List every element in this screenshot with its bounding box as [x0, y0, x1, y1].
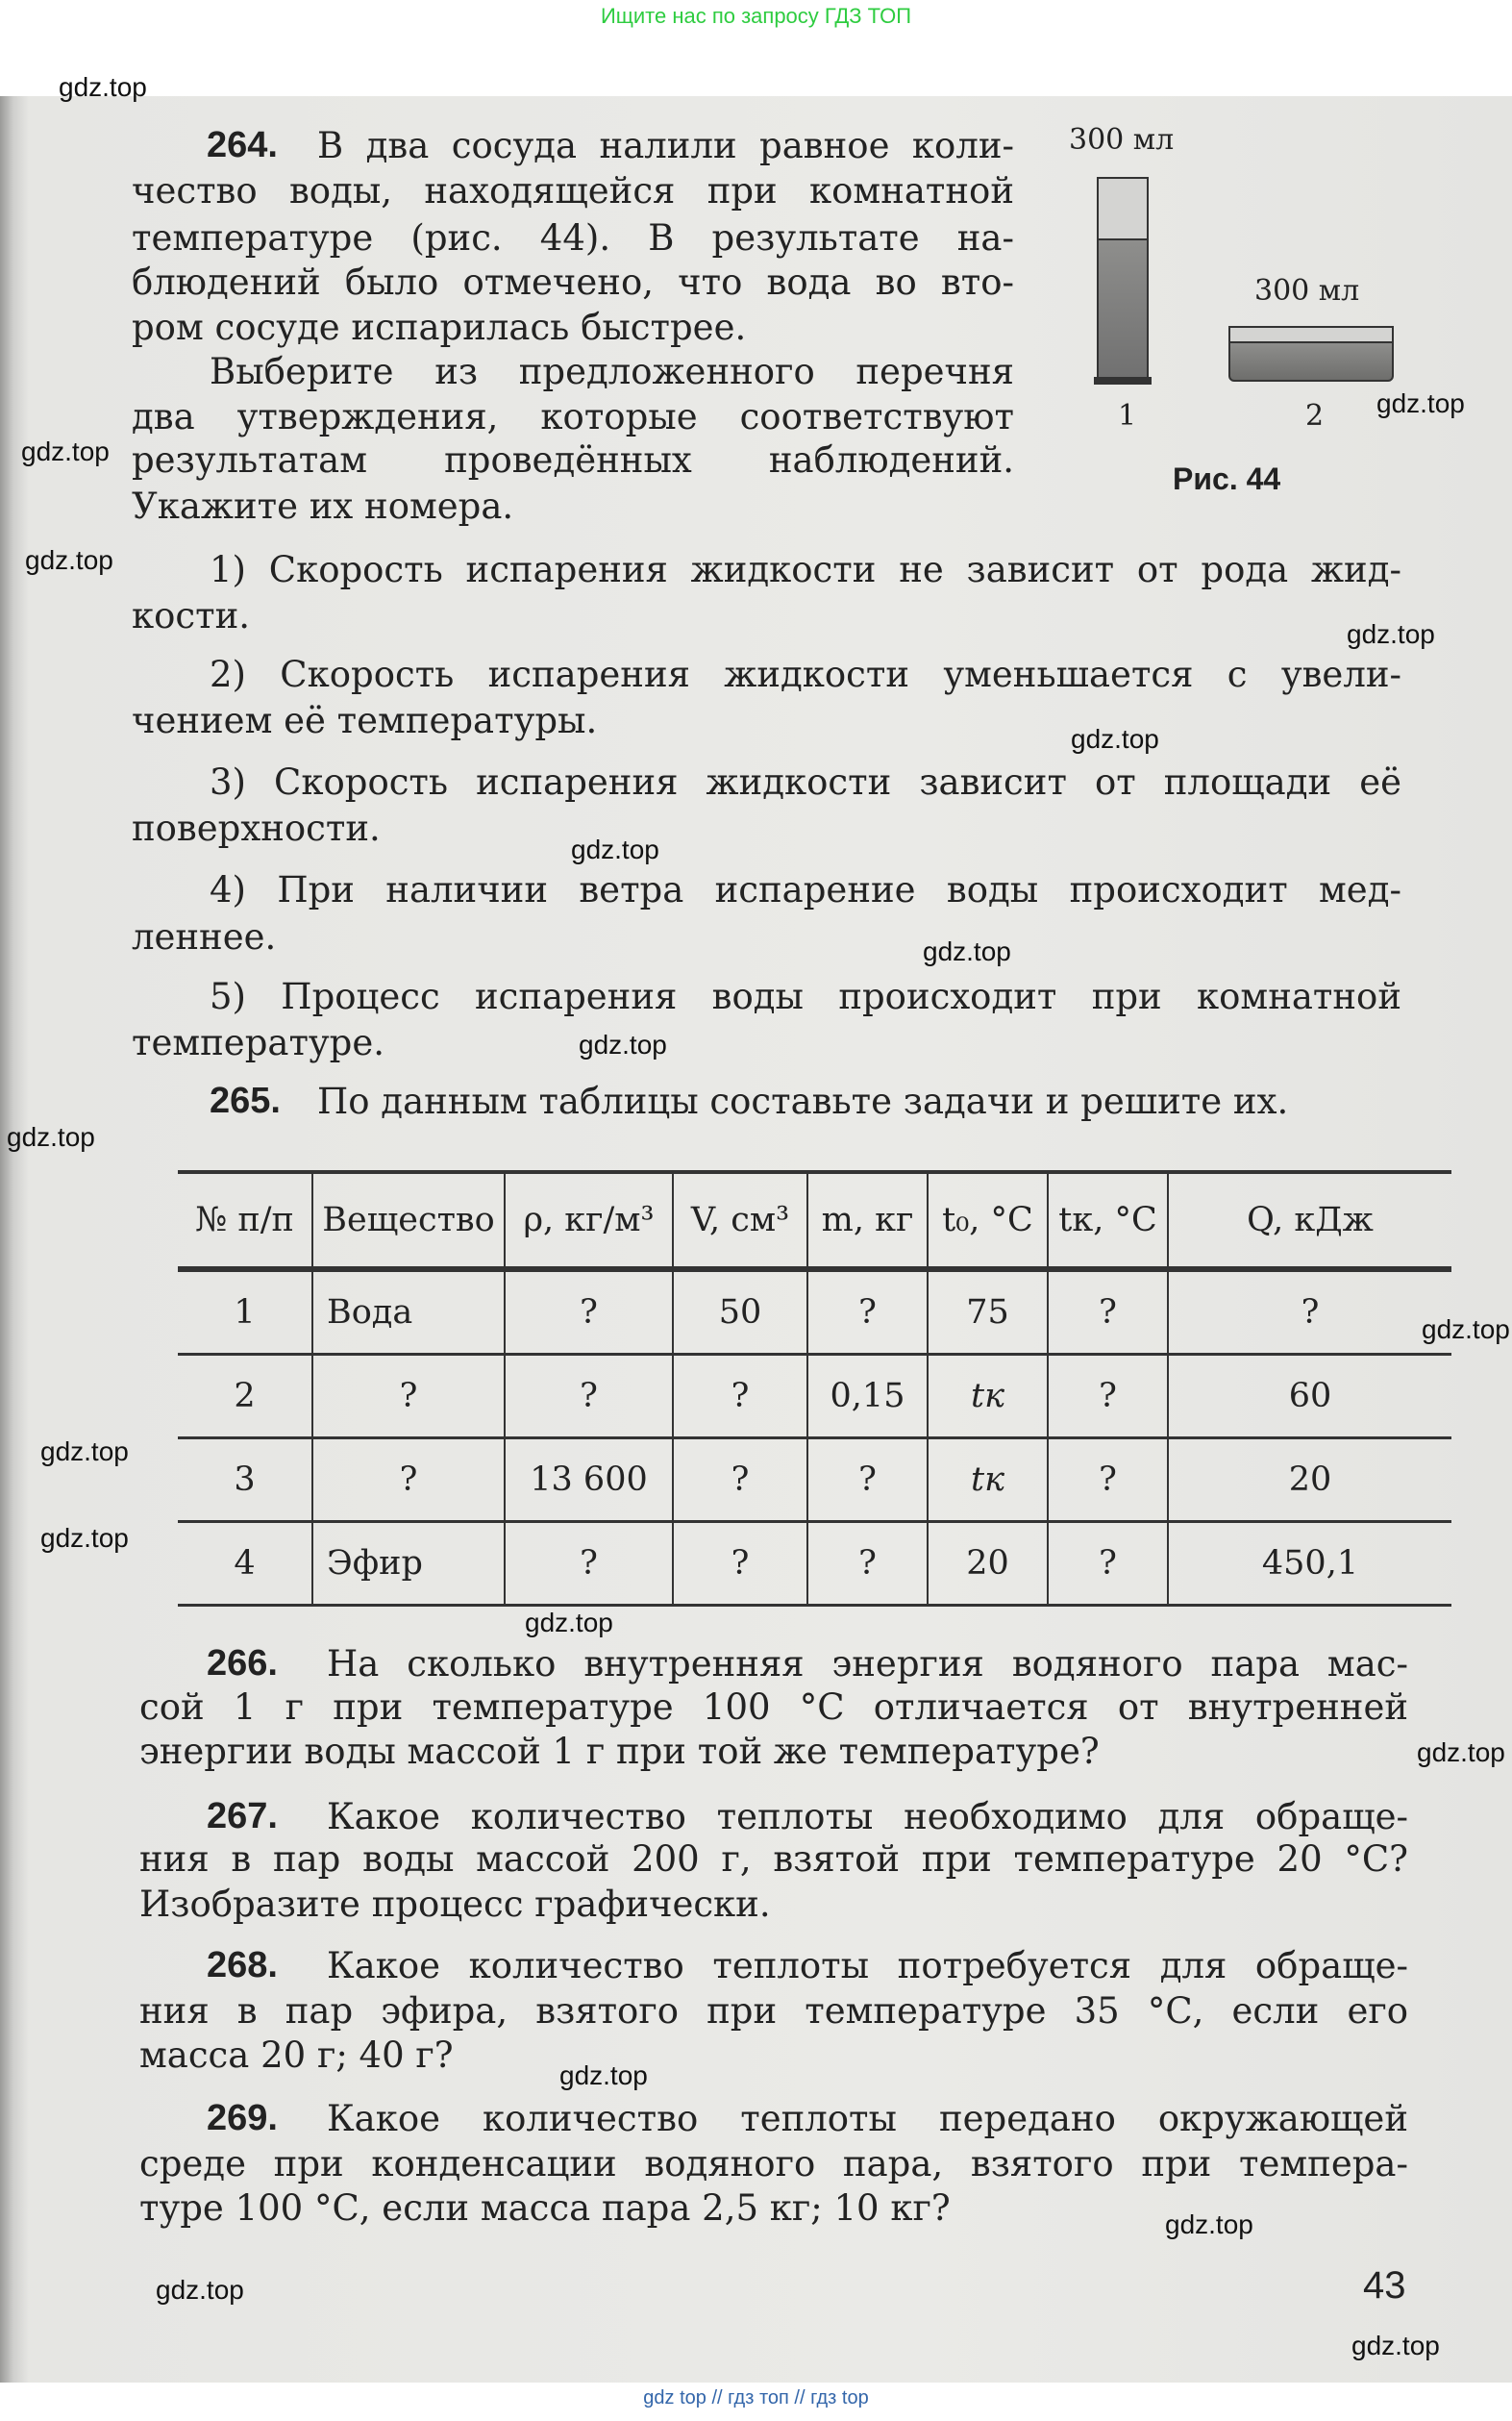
problem-text-line: По данным таблицы составьте задачи и решите их. [317, 1081, 1289, 1122]
problem-text-line: Изобразите процесс графически. [139, 1884, 771, 1925]
table-cell: ? [807, 1438, 928, 1522]
cylinder-base [1094, 377, 1152, 385]
table-cell: Эфир [312, 1522, 505, 1606]
table-cell: ? [1168, 1269, 1451, 1355]
problem-text-line: блюдений было отмечено, что вода во вто- [132, 262, 1014, 303]
problem-number: 266. [207, 1643, 278, 1684]
column-header: tк, °C [1048, 1172, 1168, 1269]
table-cell: ? [1048, 1438, 1168, 1522]
table-cell: 13 600 [505, 1438, 673, 1522]
table-cell: 50 [673, 1269, 807, 1355]
table-row [178, 1269, 1451, 1355]
column-header: m, кг [807, 1172, 928, 1269]
problem-number: 264. [207, 125, 278, 165]
problem-number: 269. [207, 2098, 278, 2138]
table-row [178, 1355, 1451, 1438]
watermark-text: gdz.top [571, 835, 659, 864]
column-header: ρ, кг/м³ [505, 1172, 673, 1269]
watermark-text: gdz.top [156, 2275, 244, 2305]
table-cell: ? [312, 1355, 505, 1438]
column-header: V, см³ [673, 1172, 807, 1269]
top-banner [0, 0, 1512, 96]
watermark-text: gdz.top [1422, 1314, 1510, 1344]
footer-link[interactable]: гдз top [810, 2387, 869, 2409]
table-cell: ? [505, 1269, 673, 1355]
watermark-text: gdz.top [7, 1122, 95, 1152]
table-cell: ? [1048, 1355, 1168, 1438]
table-cell: Вода [312, 1269, 505, 1355]
table-cell: 75 [928, 1269, 1048, 1355]
table-cell: ? [807, 1522, 928, 1606]
task-text-line: Укажите их номера. [132, 486, 514, 527]
column-header: Q, кДж [1168, 1172, 1451, 1269]
figure-caption: Рис. 44 [1173, 462, 1281, 496]
problem-text-line: энергии воды массой 1 г при той же температуре? [139, 1731, 1100, 1772]
table-cell: 60 [1168, 1355, 1451, 1438]
watermark-text: gdz.top [1165, 2209, 1253, 2239]
option-line: 5) Процесс испарения воды происходит при комнатной [210, 976, 1401, 1017]
option-line: 3) Скорость испарения жидкости зависит от площади её [210, 761, 1401, 803]
watermark-text: gdz.top [1351, 2331, 1440, 2360]
table-cell: ? [673, 1355, 807, 1438]
table-cell: ? [505, 1522, 673, 1606]
watermark-text: gdz.top [1347, 619, 1435, 649]
problem-text-line: На сколько внутренняя энергия водяного пара мас- [327, 1643, 1408, 1685]
watermark-text: gdz.top [40, 1523, 129, 1553]
watermark-text: gdz.top [21, 437, 110, 466]
problem-text-line: сой 1 г при температуре 100 °С отличается от внутренней [139, 1686, 1408, 1728]
data-table [178, 1170, 1451, 1607]
problem-number: 268. [207, 1945, 278, 1985]
problem-text-line: ния в пар воды массой 200 г, взятой при температуре 20 °С? [139, 1838, 1408, 1880]
vessel-1-number: 1 [1118, 399, 1137, 433]
option-line: 2) Скорость испарения жидкости уменьшается с увели- [210, 654, 1401, 695]
option-line: леннее. [132, 916, 277, 958]
option-line: чением её температуры. [132, 700, 598, 741]
problem-text-line: ром сосуде испарилась быстрее. [132, 307, 747, 348]
option-line: кости. [132, 595, 251, 636]
vessel-2-number: 2 [1305, 399, 1325, 433]
problem-text-line: температуре (рис. 44). В результате на- [132, 217, 1014, 259]
table-cell: 2 [178, 1355, 312, 1438]
watermark-text: gdz.top [1417, 1737, 1505, 1767]
problem-text-line: чество воды, находящейся при комнатной [132, 170, 1014, 212]
table-cell: ? [505, 1355, 673, 1438]
table-cell: 20 [928, 1522, 1048, 1606]
option-line: температуре. [132, 1022, 385, 1063]
option-line: поверхности. [132, 808, 381, 849]
vessel-1-volume-label: 300 мл [1069, 123, 1175, 157]
footer-link[interactable]: gdz top [643, 2387, 706, 2409]
table-row [178, 1438, 1451, 1522]
table-cell: 3 [178, 1438, 312, 1522]
table-cell: 20 [1168, 1438, 1451, 1522]
search-hint-text: Ищите нас по запросу ГДЗ ТОП [600, 4, 912, 28]
watermark-text: gdz.top [923, 936, 1011, 966]
vessel-2-volume-label: 300 мл [1254, 274, 1360, 308]
table-cell: ? [673, 1522, 807, 1606]
footer [0, 2383, 1512, 2421]
column-header: Вещество [312, 1172, 505, 1269]
table-header-row [178, 1172, 1451, 1269]
footer-separator: // [794, 2387, 806, 2409]
watermark-text: gdz.top [40, 1436, 129, 1466]
problem-text-line: масса 20 г; 40 г? [139, 2034, 454, 2076]
problem-text-line: Какое количество теплоты необходимо для обраще- [327, 1796, 1408, 1837]
table-cell: 4 [178, 1522, 312, 1606]
task-text-line: Выберите из предложенного перечня [210, 351, 1014, 392]
problem-text-line: среде при конденсации водяного пара, взятого при темпера- [139, 2143, 1408, 2184]
tall-cylinder [1097, 177, 1149, 383]
table-cell: ? [673, 1438, 807, 1522]
problem-text-line: туре 100 °С, если масса пара 2,5 кг; 10 кг? [139, 2187, 951, 2229]
table-cell: 0,15 [807, 1355, 928, 1438]
watermark-text: gdz.top [1071, 724, 1159, 754]
footer-separator: // [711, 2387, 723, 2409]
watermark-text: gdz.top [579, 1030, 667, 1060]
page-number: 43 [1363, 2264, 1406, 2307]
watermark-text: gdz.top [25, 545, 113, 575]
table-row [178, 1522, 1451, 1606]
problem-number: 267. [207, 1796, 278, 1836]
problem-text-line: Какое количество теплоты передано окружающей [327, 2098, 1408, 2139]
problem-number: 265. [210, 1081, 281, 1121]
column-header: № п/п [178, 1172, 312, 1269]
table-cell: tк [928, 1355, 1048, 1438]
task-text-line: два утверждения, которые соответствуют [132, 396, 1014, 437]
watermark-text: gdz.top [559, 2060, 648, 2090]
table-cell: ? [312, 1438, 505, 1522]
watermark-text: gdz.top [1376, 388, 1465, 418]
task-text-line: результатам проведённых наблюдений. [132, 439, 1014, 481]
table-cell: ? [1048, 1522, 1168, 1606]
table-cell: 450,1 [1168, 1522, 1451, 1606]
table-cell: 1 [178, 1269, 312, 1355]
watermark-text: gdz.top [59, 72, 147, 102]
watermark-text: gdz.top [525, 1608, 613, 1637]
option-line: 4) При наличии ветра испарение воды происходит мед- [210, 869, 1401, 911]
table-cell: ? [1048, 1269, 1168, 1355]
problem-text-line: В два сосуда налили равное коли- [317, 125, 1014, 166]
problem-text-line: ния в пар эфира, взятого при температуре 35 °С, если его [139, 1990, 1408, 2032]
table-cell: tк [928, 1438, 1048, 1522]
wide-dish [1228, 326, 1394, 382]
table-cell: ? [807, 1269, 928, 1355]
column-header: t₀, °C [928, 1172, 1048, 1269]
problem-text-line: Какое количество теплоты потребуется для обраще- [327, 1945, 1408, 1986]
footer-link[interactable]: гдз топ [728, 2387, 789, 2409]
option-line: 1) Скорость испарения жидкости не зависит от рода жид- [210, 549, 1401, 590]
